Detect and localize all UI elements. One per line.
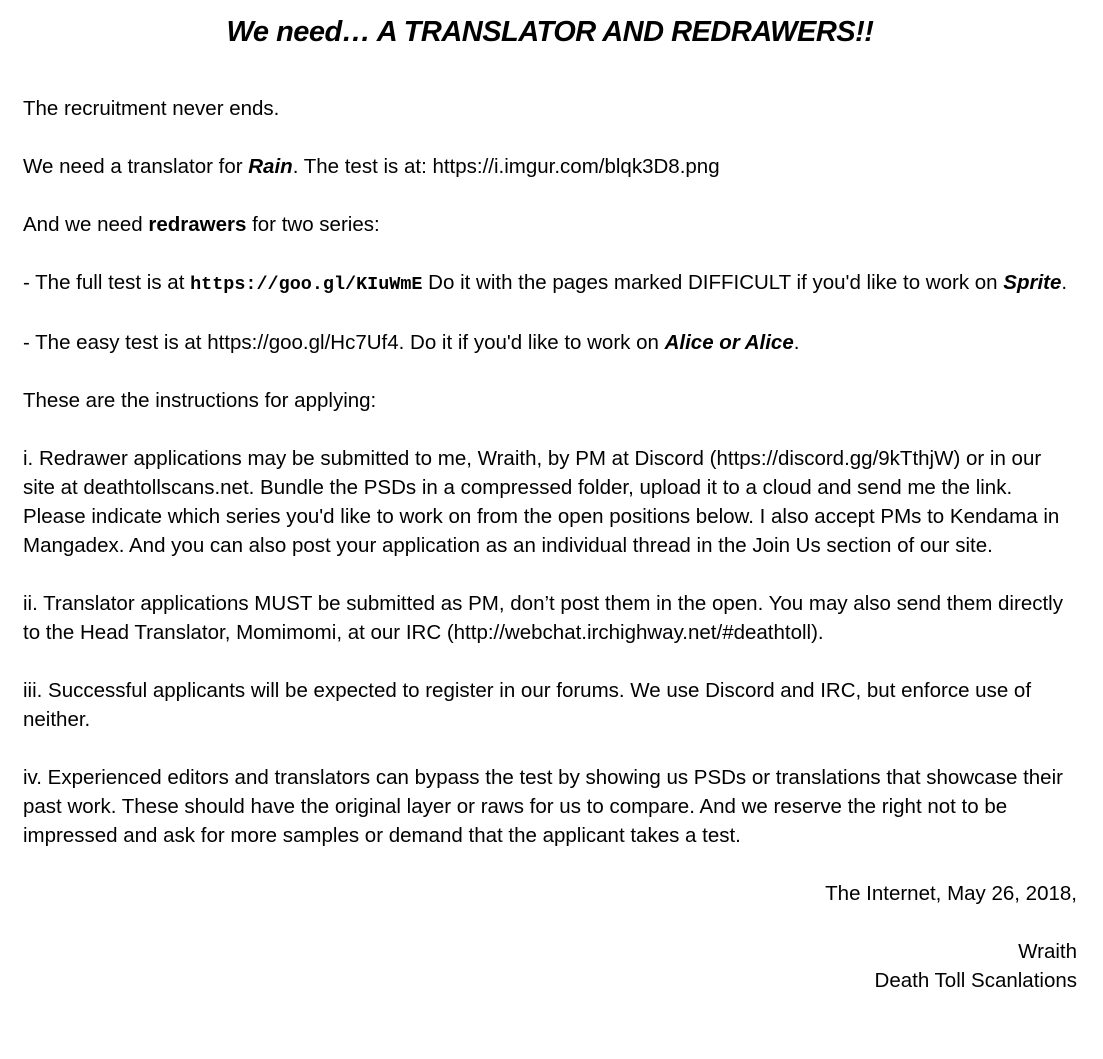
text-run: for two series: — [246, 213, 380, 236]
translator-test-url: . The test is at: https://i.imgur.com/blqk3D8.png — [292, 155, 720, 178]
signature-author: Wraith — [1018, 940, 1077, 963]
text-run: - The full test is at — [23, 271, 191, 294]
role-redrawers: redrawers — [148, 213, 247, 236]
page-title: We need… A TRANSLATOR AND REDRAWERS!! — [226, 16, 874, 48]
paragraph-full-test — [23, 268, 1077, 299]
signature — [23, 937, 1077, 995]
text-run: . — [793, 331, 800, 354]
paragraph-easy-test — [23, 328, 1077, 357]
instruction-iii: iii. Successful applicants will be expected to register in our forums. We use Discord and IRC, but enforce use of neither. — [23, 679, 1032, 731]
instructions-heading: These are the instructions for applying: — [23, 389, 377, 412]
paragraph-redrawers-need — [23, 210, 1077, 239]
text-run: Do it with the pages marked DIFFICULT if you'd like to work on — [422, 271, 1004, 294]
series-title-sprite: Sprite — [1003, 271, 1062, 294]
instruction-iv: iv. Experienced editors and translators can bypass the test by showing us PSDs or translations that showcase their past work. These should have the original layer or raws for us to compare. And we reserve the right not to be impressed and ask for more samples or demand that the applicant takes a test. — [23, 766, 1063, 847]
full-test-url: https://goo.gl/KIuWmE — [190, 274, 423, 295]
series-title-rain: Rain — [248, 155, 293, 178]
paragraph-translator-need — [23, 152, 1077, 181]
series-title-alice-or-alice: Alice or Alice — [664, 331, 794, 354]
paragraph-intro: The recruitment never ends. — [23, 97, 280, 120]
signature-group: Death Toll Scanlations — [874, 969, 1077, 992]
text-run: And we need — [23, 213, 149, 236]
text-run: . — [1061, 271, 1068, 294]
instruction-i: i. Redrawer applications may be submitted to me, Wraith, by PM at Discord (https://discord.gg/9kTthjW) or in our site at deathtollscans.net. Bundle the PSDs in a compressed folder, upload it to a cloud and send me the link. Please indicate which series you'd like to work on from the open positions below. I also accept PMs to Kendama in Mangadex. And you can also post your application as an individual thread in the Join Us section of our site. — [23, 447, 1060, 557]
easy-test-url: - The easy test is at https://goo.gl/Hc7Uf4. Do it if you'd like to work on — [23, 331, 665, 354]
dateline: The Internet, May 26, 2018, — [825, 882, 1077, 905]
signoff-block — [23, 879, 1077, 995]
instruction-ii: ii. Translator applications MUST be submitted as PM, don’t post them in the open. You may also send them directly to the Head Translator, Momimomi, at our IRC (http://webchat.irchighway.net/#deathtoll). — [23, 592, 1063, 644]
text-run: We need a translator for — [23, 155, 249, 178]
